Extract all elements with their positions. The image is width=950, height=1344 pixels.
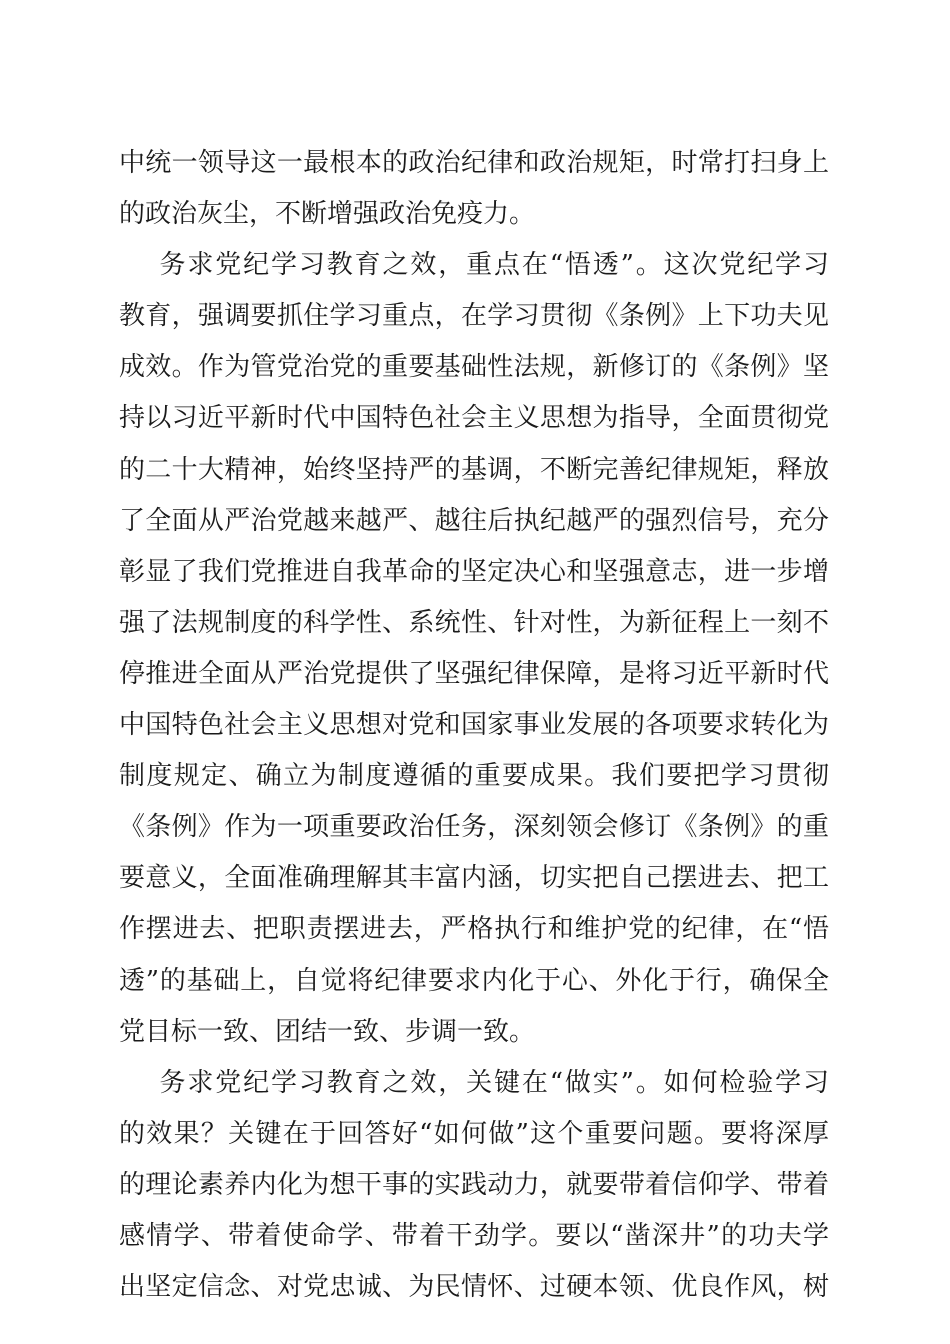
text-line: 的政治灰尘，不断增强政治免疫力。 — [119, 199, 536, 230]
text-line: 要意义，全面准确理解其丰富内涵，切实把自己摆进去、把工 — [119, 863, 829, 894]
text-line: 务求党纪学习教育之效，重点在“悟透”。这次党纪学习 — [119, 250, 829, 281]
text-line: 作摆进去、把职责摆进去，严格执行和维护党的纪律，在“悟 — [119, 914, 829, 945]
text-line: 《条例》作为一项重要政治任务，深刻领会修订《条例》的重 — [119, 812, 829, 843]
text-line: 务求党纪学习教育之效，关键在“做实”。如何检验学习 — [119, 1067, 829, 1098]
text-line: 的理论素养内化为想干事的实践动力，就要带着信仰学、带着 — [119, 1169, 829, 1200]
text-line: 中统一领导这一最根本的政治纪律和政治规矩，时常打扫身上 — [119, 148, 829, 178]
text-line: 的二十大精神，始终坚持严的基调，不断完善纪律规矩，释放 — [119, 454, 829, 485]
text-line: 彰显了我们党推进自我革命的坚定决心和坚强意志，进一步增 — [119, 556, 829, 587]
text-line: 出坚定信念、对党忠诚、为民情怀、过硬本领、优良作风，树 — [119, 1272, 829, 1303]
text-line: 教育，强调要抓住学习重点，在学习贯彻《条例》上下功夫见 — [119, 301, 829, 332]
text-line: 停推进全面从严治党提供了坚强纪律保障，是将习近平新时代 — [119, 658, 829, 689]
text-line: 感情学、带着使命学、带着干劲学。要以“凿深井”的功夫学 — [119, 1220, 829, 1251]
text-line: 中国特色社会主义思想对党和国家事业发展的各项要求转化为 — [119, 710, 829, 741]
text-line: 透”的基础上，自觉将纪律要求内化于心、外化于行，确保全 — [119, 965, 829, 996]
text-line: 持以习近平新时代中国特色社会主义思想为指导，全面贯彻党 — [119, 403, 829, 434]
text-line: 党目标一致、团结一致、步调一致。 — [119, 1016, 536, 1047]
body-text — [119, 138, 829, 1313]
text-line: 了全面从严治党越来越严、越往后执纪越严的强烈信号，充分 — [119, 505, 829, 536]
text-line: 强了法规制度的科学性、系统性、针对性，为新征程上一刻不 — [119, 607, 829, 638]
text-line: 成效。作为管党治党的重要基础性法规，新修订的《条例》坚 — [119, 352, 829, 383]
text-line: 的效果？关键在于回答好“如何做”这个重要问题。要将深厚 — [119, 1118, 829, 1149]
text-line: 制度规定、确立为制度遵循的重要成果。我们要把学习贯彻 — [119, 761, 829, 792]
